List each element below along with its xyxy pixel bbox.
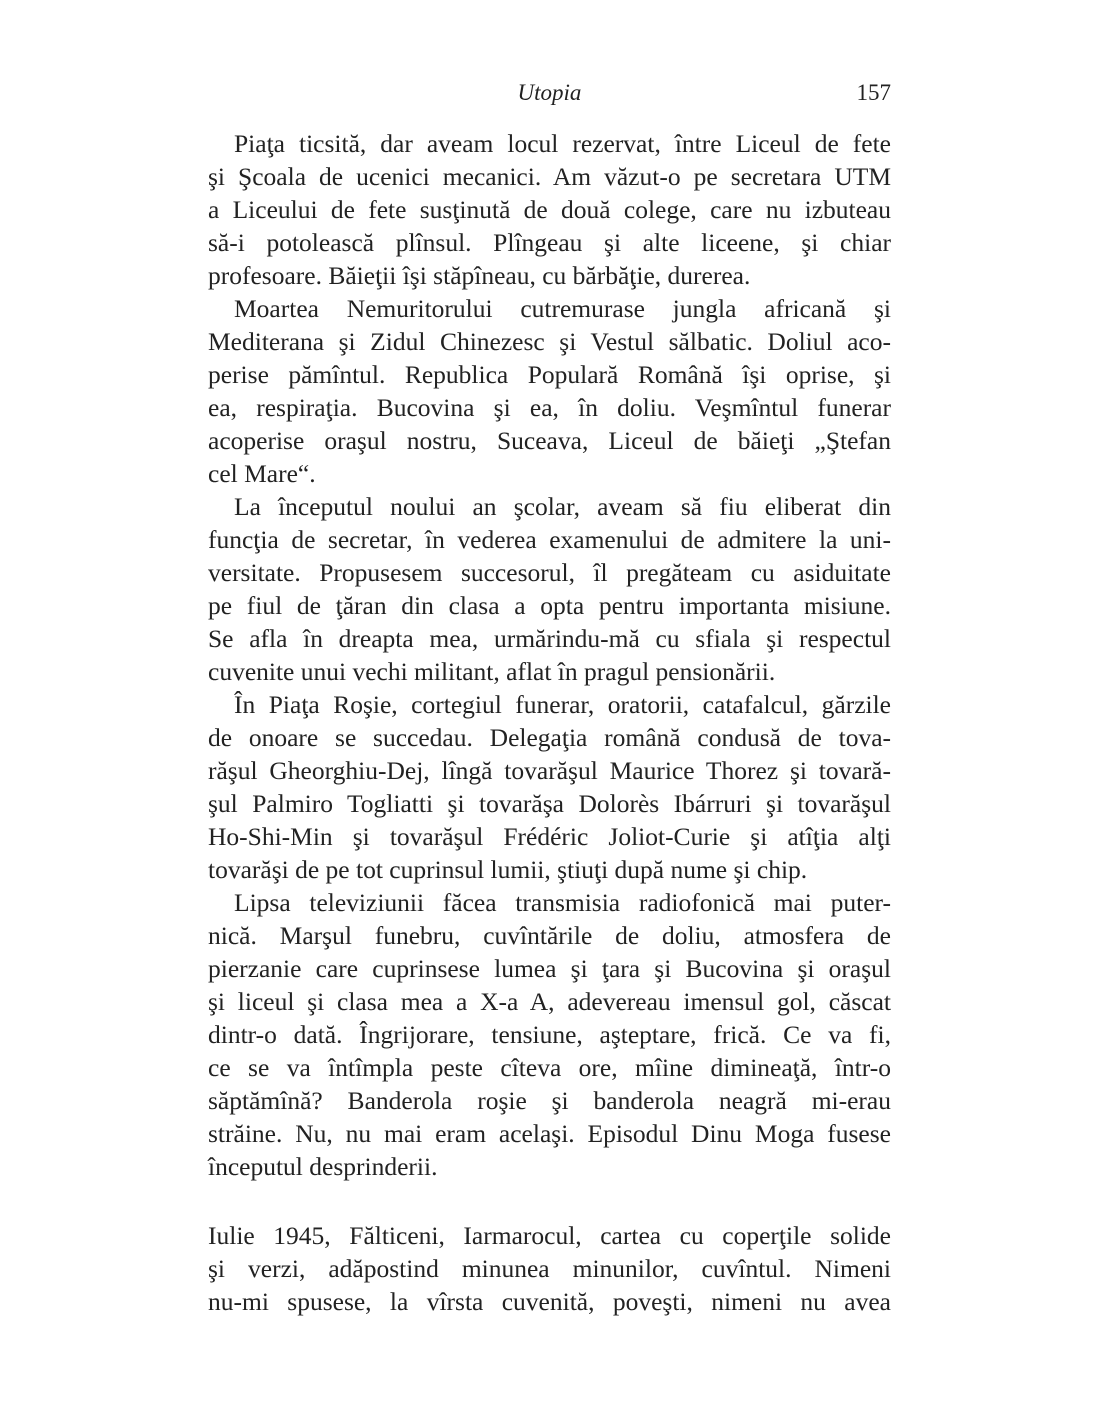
text-line: Iulie 1945, Fălticeni, Iarmarocul, cartea cu coperţile solide <box>208 1221 891 1250</box>
paragraph <box>208 127 891 292</box>
text-line: şul Palmiro Togliatti şi tovarăşa Dolorès Ibárruri şi tovarăşul <box>208 789 891 818</box>
paragraph <box>208 886 891 1183</box>
text-line: nică. Marşul funebru, cuvîntările de doliu, atmosfera de <box>208 921 891 950</box>
text-line: şi Şcoala de ucenici mecanici. Am văzut-o pe secretara UTM <box>208 162 891 191</box>
text-line: La începutul noului an şcolar, aveam să fiu eliberat din <box>234 492 891 521</box>
text-line: pe fiul de ţăran din clasa a opta pentru importanta misiune. <box>208 591 891 620</box>
running-title: Utopia <box>517 80 582 105</box>
paragraph <box>208 292 891 490</box>
text-line: nu-mi spusese, la vîrsta cuvenită, poveşti, nimeni nu avea <box>208 1287 891 1316</box>
paragraph <box>208 490 891 688</box>
text-line: răşul Gheorghiu-Dej, lîngă tovarăşul Maurice Thorez şi tovară- <box>208 756 891 785</box>
body-text <box>208 127 891 1318</box>
text-line: acoperise oraşul nostru, Suceava, Liceul de băieţi „Ştefan <box>208 426 891 455</box>
text-line: tovarăşi de pe tot cuprinsul lumii, ştiuţi după nume şi chip. <box>208 855 808 884</box>
text-line: pierzanie care cuprinsese lumea şi ţara şi Bucovina şi oraşul <box>208 954 891 983</box>
paragraph <box>208 1219 891 1318</box>
text-line: străine. Nu, nu mai eram acelaşi. Episodul Dinu Moga fusese <box>208 1119 891 1148</box>
text-line: Mediterana şi Zidul Chinezesc şi Vestul sălbatic. Doliul aco- <box>208 327 891 356</box>
text-line: ea, respiraţia. Bucovina şi ea, în doliu. Veşmîntul funerar <box>208 393 891 422</box>
text-line: Se afla în dreapta mea, urmărindu-mă cu sfiala şi respectul <box>208 624 891 653</box>
text-line: În Piaţa Roşie, cortegiul funerar, oratorii, catafalcul, gărzile <box>234 690 891 719</box>
text-line: şi liceul şi clasa mea a X-a A, adevereau imensul gol, căscat <box>208 987 891 1016</box>
text-line: Ho-Shi-Min şi tovarăşul Frédéric Joliot-Curie şi atîţia alţi <box>208 822 891 851</box>
text-line: săptămînă? Banderola roşie şi banderola neagră mi-erau <box>208 1086 891 1115</box>
text-line: să-i potolească plînsul. Plîngeau şi alte liceene, şi chiar <box>208 228 891 257</box>
running-header <box>208 76 891 110</box>
text-line: a Liceului de fete susţinută de două colege, care nu izbuteau <box>208 195 891 224</box>
text-line: cuvenite unui vechi militant, aflat în pragul pensionării. <box>208 657 776 686</box>
section-break <box>208 1183 891 1219</box>
text-line: ce se va întîmpla peste cîteva ore, mîine dimineaţă, într-o <box>208 1053 891 1082</box>
text-line: şi verzi, adăpostind minunea minunilor, cuvîntul. Nimeni <box>208 1254 891 1283</box>
text-line: perise pămîntul. Republica Populară Română îşi oprise, şi <box>208 360 891 389</box>
page-number: 157 <box>856 80 891 105</box>
text-line: Lipsa televiziunii făcea transmisia radiofonică mai puter- <box>234 888 891 917</box>
text-line: Moartea Nemuritorului cutremurase jungla africană şi <box>234 294 891 323</box>
paragraph <box>208 688 891 886</box>
text-line: dintr-o dată. Îngrijorare, tensiune, aşteptare, frică. Ce va fi, <box>208 1020 891 1049</box>
text-line: cel Mare“. <box>208 459 316 488</box>
text-line: profesoare. Băieţii îşi stăpîneau, cu bărbăţie, durerea. <box>208 261 751 290</box>
text-line: funcţia de secretar, în vederea examenului de admitere la uni- <box>208 525 891 554</box>
text-line: Piaţa ticsită, dar aveam locul rezervat, între Liceul de fete <box>234 129 891 158</box>
text-line: versitate. Propusesem succesorul, îl pregăteam cu asiduitate <box>208 558 891 587</box>
text-line: începutul desprinderii. <box>208 1152 438 1181</box>
text-line: de onoare se succedau. Delegaţia română condusă de tova- <box>208 723 891 752</box>
